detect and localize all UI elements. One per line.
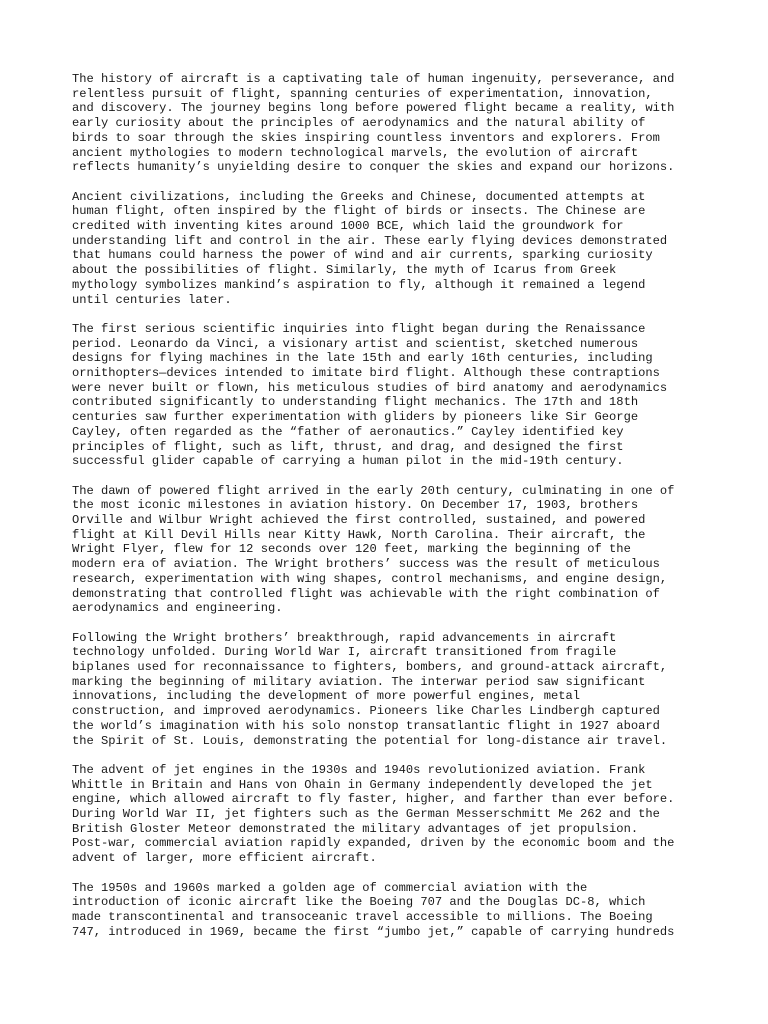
text-line: Wright Flyer, flew for 12 seconds over 120 feet, marking the beginning of the (72, 542, 631, 557)
text-line: principles of flight, such as lift, thrust, and drag, and designed the first (72, 439, 624, 454)
text-line: Following the Wright brothers’ breakthrough, rapid advancements in aircraft (72, 630, 617, 645)
text-line: period. Leonardo da Vinci, a visionary artist and scientist, sketched numerous (72, 336, 639, 351)
text-line: Cayley, often regarded as the “father of aeronautics.” Cayley identified key (72, 424, 624, 439)
text-line: innovations, including the development of more powerful engines, metal (72, 689, 581, 704)
text-line: mythology symbolizes mankind’s aspiration to fly, although it remained a legend (72, 277, 646, 292)
text-line: Ancient civilizations, including the Greeks and Chinese, documented attempts at (72, 189, 646, 204)
text-line: Whittle in Britain and Hans von Ohain in Germany independently developed the jet (72, 777, 653, 792)
text-line: birds to soar through the skies inspiring countless inventors and explorers. From (72, 130, 660, 145)
body-paragraph (72, 881, 704, 940)
text-line: advent of larger, more efficient aircraft. (72, 851, 377, 866)
text-line: the world’s imagination with his solo nonstop transatlantic flight in 1927 aboard (72, 718, 660, 733)
text-line: demonstrating that controlled flight was achievable with the right combination of (72, 586, 660, 601)
body-paragraph (72, 322, 704, 469)
text-line: early curiosity about the principles of aerodynamics and the natural ability of (72, 116, 646, 131)
text-line: about the possibilities of flight. Similarly, the myth of Icarus from Greek (72, 263, 617, 278)
text-line: 747, introduced in 1969, became the first “jumbo jet,” capable of carrying hundreds (72, 924, 675, 939)
text-line: research, experimentation with wing shapes, control mechanisms, and engine design, (72, 571, 668, 586)
text-line: and discovery. The journey begins long before powered flight became a reality, with (72, 101, 675, 116)
text-line: flight at Kill Devil Hills near Kitty Hawk, North Carolina. Their aircraft, the (72, 527, 646, 542)
body-paragraph (72, 631, 704, 749)
body-paragraph (72, 763, 704, 866)
text-line: the most iconic milestones in aviation history. On December 17, 1903, brothers (72, 498, 639, 513)
text-line: centuries saw further experimentation with gliders by pioneers like Sir George (72, 410, 639, 425)
text-line: British Gloster Meteor demonstrated the military advantages of jet propulsion. (72, 821, 639, 836)
text-line: The 1950s and 1960s marked a golden age of commercial aviation with the (72, 880, 588, 895)
text-line: successful glider capable of carrying a human pilot in the mid-19th century. (72, 454, 624, 469)
text-line: understanding lift and control in the air. These early flying devices demonstrated (72, 233, 668, 248)
text-line: construction, and improved aerodynamics. Pioneers like Charles Lindbergh captured (72, 704, 660, 719)
text-line: biplanes used for reconnaissance to fighters, bombers, and ground-attack aircraft, (72, 660, 668, 675)
text-line: Post-war, commercial aviation rapidly expanded, driven by the economic boom and the (72, 836, 675, 851)
text-line: reflects humanity’s unyielding desire to conquer the skies and expand our horizons. (72, 160, 675, 175)
text-line: made transcontinental and transoceanic travel accessible to millions. The Boeing (72, 909, 653, 924)
text-line: The dawn of powered flight arrived in the early 20th century, culminating in one of (72, 483, 675, 498)
text-line: technology unfolded. During World War I, aircraft transitioned from fragile (72, 645, 617, 660)
text-line: aerodynamics and engineering. (72, 601, 283, 616)
body-paragraph (72, 72, 704, 175)
text-line: contributed significantly to understanding flight mechanics. The 17th and 18th (72, 395, 639, 410)
text-line: Orville and Wilbur Wright achieved the first controlled, sustained, and powered (72, 513, 646, 528)
text-line: ancient mythologies to modern technological marvels, the evolution of aircraft (72, 145, 639, 160)
text-line: During World War II, jet fighters such as the German Messerschmitt Me 262 and the (72, 807, 660, 822)
text-line: The history of aircraft is a captivating tale of human ingenuity, perseverance, and (72, 72, 675, 86)
text-line: engine, which allowed aircraft to fly faster, higher, and farther than ever before. (72, 792, 675, 807)
text-line: that humans could harness the power of wind and air currents, sparking curiosity (72, 248, 653, 263)
text-line: until centuries later. (72, 292, 232, 307)
body-paragraph (72, 190, 704, 308)
text-line: introduction of iconic aircraft like the Boeing 707 and the Douglas DC-8, which (72, 895, 646, 910)
text-line: credited with inventing kites around 1000 BCE, which laid the groundwork for (72, 219, 624, 234)
document-page (72, 72, 704, 954)
text-line: human flight, often inspired by the flight of birds or insects. The Chinese are (72, 204, 646, 219)
text-line: the Spirit of St. Louis, demonstrating the potential for long-distance air travel. (72, 733, 668, 748)
text-line: relentless pursuit of flight, spanning centuries of experimentation, innovation, (72, 86, 653, 101)
text-line: marking the beginning of military aviation. The interwar period saw significant (72, 674, 646, 689)
body-paragraph (72, 484, 704, 616)
text-line: modern era of aviation. The Wright brothers’ success was the result of meticulous (72, 557, 660, 572)
text-line: The first serious scientific inquiries into flight began during the Renaissance (72, 321, 646, 336)
text-line: were never built or flown, his meticulous studies of bird anatomy and aerodynamics (72, 380, 668, 395)
text-line: designs for flying machines in the late 15th and early 16th centuries, including (72, 351, 653, 366)
text-line: ornithopters—devices intended to imitate bird flight. Although these contraptions (72, 366, 660, 381)
text-line: The advent of jet engines in the 1930s and 1940s revolutionized aviation. Frank (72, 762, 646, 777)
